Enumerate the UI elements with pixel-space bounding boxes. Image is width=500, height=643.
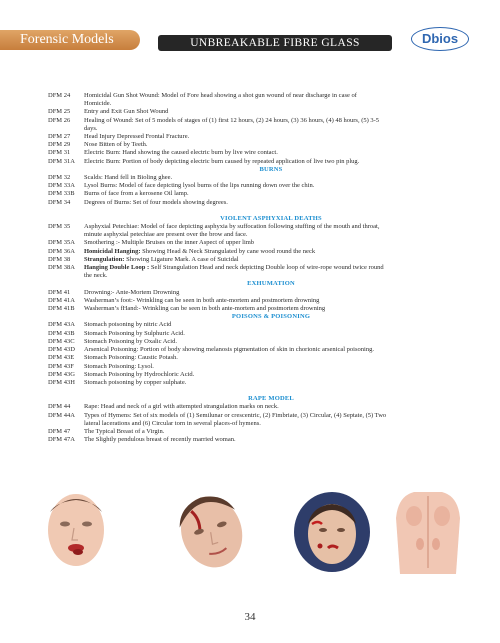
entry-code: DFM 31A bbox=[48, 157, 75, 165]
catalog-entry bbox=[48, 248, 458, 256]
entry-description bbox=[84, 239, 458, 247]
entry-text: Arsenical Poisoning: Portion of body showing melanosis pigmentation of skin in chorionic arsenical poisoning. bbox=[84, 346, 374, 354]
entries-group-poisons bbox=[48, 321, 458, 387]
catalog-entry bbox=[48, 412, 458, 420]
catalog-entry bbox=[48, 239, 458, 247]
entry-text: The Slightly pendulous breast of recently married woman. bbox=[84, 436, 236, 444]
catalog-entry bbox=[48, 92, 458, 100]
entry-text: Stomach poisoning by nitric Acid bbox=[84, 321, 172, 329]
entry-text: Drowning:- Ante-Mortem Drowning bbox=[84, 288, 180, 296]
catalog-entry bbox=[48, 403, 458, 411]
entry-code: DFM 25 bbox=[48, 108, 71, 116]
entry-text: Scalds: Hand fell in Bioling ghee. bbox=[84, 174, 173, 182]
entry-description bbox=[84, 321, 458, 329]
entry-description bbox=[84, 182, 458, 190]
entry-code: DFM 41B bbox=[48, 305, 75, 313]
entry-continuation: days. bbox=[84, 124, 98, 132]
catalog-entry bbox=[48, 117, 458, 125]
catalog-entry bbox=[48, 330, 458, 338]
entry-description bbox=[84, 412, 458, 420]
catalog-entry bbox=[48, 354, 458, 362]
entry-text: Stomach Poisoning by Sulphuric Acid. bbox=[84, 329, 185, 337]
catalog-entry bbox=[48, 321, 458, 329]
entry-code: DFM 47A bbox=[48, 436, 75, 444]
entries-group-rape bbox=[48, 403, 458, 444]
entry-description bbox=[84, 305, 458, 313]
catalog-entry bbox=[48, 379, 458, 387]
entry-code: DFM 34 bbox=[48, 198, 71, 206]
entry-text: Stomach poisoning by copper sulphate. bbox=[84, 378, 187, 386]
entry-text: Burns of face from a kerosene Oil lamp. bbox=[84, 190, 189, 198]
entry-description bbox=[84, 108, 458, 116]
catalog-entry bbox=[48, 338, 458, 346]
product-photos bbox=[38, 488, 468, 578]
catalog-entry bbox=[48, 174, 458, 182]
torso-model-photo bbox=[390, 488, 466, 574]
entry-code: DFM 24 bbox=[48, 92, 71, 99]
entry-text: Types of Hymens: Set of six models of (1) Semilunar or crescentric, (2) Fimbriate, (3) Circular, (4) Septate, (5) Two bbox=[84, 411, 387, 419]
entry-code: DFM 44 bbox=[48, 403, 71, 411]
entry-continuation: lateral lacerations and (6) Circular torn in several places-of hymens. bbox=[84, 419, 261, 427]
entry-code: DFM 43F bbox=[48, 362, 74, 370]
page-title-banner: UNBREAKABLE FIBRE GLASS bbox=[158, 35, 392, 51]
entry-description bbox=[84, 363, 458, 371]
entry-text: Washerman’s fHand:- Wrinkling can be seen in both ante-mortem and postmortem drowning bbox=[84, 305, 326, 313]
catalog-entry bbox=[48, 363, 458, 371]
entry-code: DFM 32 bbox=[48, 174, 71, 182]
page-number: 34 bbox=[244, 611, 256, 623]
entry-text: Rape: Head and neck of a girl with attempted strangulation marks on neck. bbox=[84, 403, 279, 411]
catalog-entry bbox=[48, 264, 458, 272]
heading-poisons: POISONS & POISONING bbox=[231, 313, 311, 321]
catalog-entry bbox=[48, 133, 458, 141]
entry-description bbox=[84, 223, 458, 231]
entry-text: Electric Burn: Portion of body depicting electric burn caused by repeated application of live two pin plug. bbox=[84, 157, 360, 165]
entry-text: Asphyxial Petechiae: Model of face depicting asphyxia by suffocation following stuffing of the mouth and throat, bbox=[84, 223, 380, 231]
entry-code: DFM 36A bbox=[48, 247, 75, 255]
entry-text: Homicidal Gun Shot Wound: Model of Fore head showing a shot gun wound of near discharge in case of bbox=[84, 92, 357, 99]
catalog-entry bbox=[48, 223, 458, 231]
entry-code: DFM 43D bbox=[48, 346, 75, 354]
entry-text: Smothering :- Multiple Bruises on the inner Aspect of upper limb bbox=[84, 239, 255, 247]
entry-text: Stomach Poisoning by Oxalic Acid. bbox=[84, 337, 177, 345]
entry-description bbox=[84, 297, 458, 305]
catalog-entry bbox=[48, 436, 458, 444]
entry-description bbox=[84, 379, 458, 387]
catalog-entry bbox=[48, 158, 458, 166]
entry-text: Showing Ligature Mark. A case of Suicidal bbox=[124, 255, 239, 263]
entry-code: DFM 38 bbox=[48, 255, 71, 263]
entry-continuation: Homicide. bbox=[84, 100, 112, 108]
catalog-entry bbox=[48, 289, 458, 297]
entry-description bbox=[84, 330, 458, 338]
entry-code: DFM 41A bbox=[48, 296, 75, 304]
entry-description bbox=[84, 133, 458, 141]
entry-description bbox=[84, 158, 458, 166]
entry-code: DFM 26 bbox=[48, 116, 71, 124]
catalog-entry bbox=[48, 297, 458, 305]
entries-group-asphyxial bbox=[48, 223, 458, 280]
entry-text: Head Injury Depressed Frontal Fracture. bbox=[84, 133, 190, 141]
entry-description bbox=[84, 289, 458, 297]
entry-text: Degrees of Burns: Set of four models showing degrees. bbox=[84, 198, 228, 206]
entry-description bbox=[84, 354, 458, 362]
catalog-entry bbox=[48, 199, 458, 207]
catalog-entry bbox=[48, 108, 458, 116]
entry-description bbox=[84, 199, 458, 207]
catalog-entry bbox=[48, 428, 458, 436]
entry-description bbox=[84, 92, 458, 100]
entry-code: DFM 44A bbox=[48, 411, 75, 419]
entry-code: DFM 38A bbox=[48, 264, 75, 272]
entry-bold-title: Hanging Double Loop : bbox=[84, 264, 150, 272]
entry-text: Electric Burn: Hand showing the caused electric burn by live wire contact. bbox=[84, 149, 278, 157]
entry-description bbox=[84, 149, 458, 157]
entry-bold-title: Strangulation: bbox=[84, 255, 125, 263]
face-model-photo-3 bbox=[292, 490, 372, 572]
entries-group-burns bbox=[48, 174, 458, 207]
entry-code: DFM 43E bbox=[48, 354, 75, 362]
entry-code: DFM 35 bbox=[48, 223, 71, 231]
brand-logo: Dbios bbox=[411, 27, 469, 51]
entry-code: DFM 43A bbox=[48, 321, 75, 329]
catalog-entry bbox=[48, 256, 458, 264]
catalog-entry bbox=[48, 190, 458, 198]
entry-code: DFM 29 bbox=[48, 141, 71, 149]
section-tab: Forensic Models bbox=[0, 30, 140, 50]
entry-description bbox=[84, 248, 458, 256]
entry-description bbox=[84, 174, 458, 182]
entry-description bbox=[84, 436, 458, 444]
catalog-entry bbox=[48, 149, 458, 157]
heading-asphyxial: VIOLENT ASPHYXIAL DEATHS bbox=[220, 214, 322, 222]
entry-text: Entry and Exit Gun Shot Wound bbox=[84, 108, 169, 116]
entry-code: DFM 35A bbox=[48, 239, 75, 247]
entry-text: Stomach Poisoning: Caustic Potash. bbox=[84, 354, 178, 362]
entry-description bbox=[84, 117, 458, 125]
entry-continuation: minute asphyxial petechiae are present over the brow and face. bbox=[84, 231, 248, 239]
entry-description bbox=[84, 338, 458, 346]
entry-code: DFM 31 bbox=[48, 149, 71, 157]
entry-code: DFM 33A bbox=[48, 182, 75, 190]
face-model-photo-2 bbox=[168, 488, 254, 572]
catalog-listing bbox=[48, 92, 458, 444]
catalog-entry bbox=[48, 141, 458, 149]
entry-text: Washerman’s foot:- Wrinkling can be seen in both ante-mortem and postmortem drowning bbox=[84, 296, 320, 304]
entry-text: Stomach Poisoning: Lysol. bbox=[84, 362, 154, 370]
entry-text: Self Strangulation Head and neck depicting Double loop of wire-rope wound twice round bbox=[149, 264, 384, 272]
entry-description bbox=[84, 346, 458, 354]
heading-burns: BURNS bbox=[259, 165, 283, 173]
entry-code: DFM 41 bbox=[48, 288, 71, 296]
entry-code: DFM 47 bbox=[48, 427, 71, 435]
entry-description bbox=[84, 190, 458, 198]
entry-code: DFM 33B bbox=[48, 190, 75, 198]
entry-continuation: the neck. bbox=[84, 272, 108, 280]
entry-code: DFM 43B bbox=[48, 329, 75, 337]
entry-text: Healing of Wound: Set of 5 models of stages of (1) first 12 hours, (2) 24 hours, (3) 36 hours, (4) 48 hours, (5) 3-5 bbox=[84, 116, 380, 124]
entry-text: The Typical Breast of a Virgin. bbox=[84, 427, 165, 435]
entry-code: DFM 43H bbox=[48, 378, 75, 386]
entry-code: DFM 43G bbox=[48, 370, 75, 378]
entry-description bbox=[84, 256, 458, 264]
catalog-entry bbox=[48, 305, 458, 313]
entry-description bbox=[84, 371, 458, 379]
entry-description bbox=[84, 403, 458, 411]
entries-group-exhumation bbox=[48, 289, 458, 314]
heading-rape: RAPE MODEL bbox=[248, 395, 294, 403]
entry-text: Showing Head & Neck Strangulated by cane wood round the neck bbox=[140, 247, 316, 255]
catalog-entry bbox=[48, 371, 458, 379]
catalog-entry bbox=[48, 346, 458, 354]
entry-text: Nose Bitten of by Teeth. bbox=[84, 141, 148, 149]
entry-text: Lysol Burns: Model of face depicting lysol burns of the lips running down over the chin. bbox=[84, 182, 315, 190]
entry-description bbox=[84, 428, 458, 436]
entry-text: Stomach Poisoning by Hydrochloric Acid. bbox=[84, 370, 195, 378]
face-model-photo-1 bbox=[38, 490, 114, 570]
entry-description bbox=[84, 141, 458, 149]
entries-group-a bbox=[48, 92, 458, 166]
catalog-entry bbox=[48, 182, 458, 190]
entry-code: DFM 43C bbox=[48, 337, 75, 345]
heading-exhumation: EXHUMATION bbox=[247, 280, 295, 288]
entry-description bbox=[84, 264, 458, 272]
entry-bold-title: Homicidal Hanging: bbox=[84, 247, 141, 255]
entry-code: DFM 27 bbox=[48, 133, 71, 141]
